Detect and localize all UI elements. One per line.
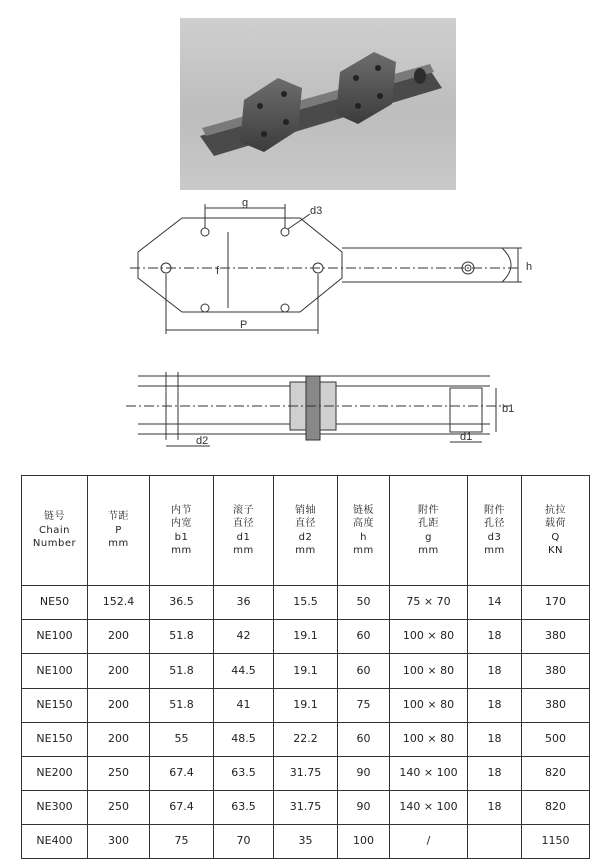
chain-dimension-drawing — [110, 196, 540, 456]
p-label: P — [240, 319, 248, 331]
column-header-line: mm — [295, 545, 316, 557]
table-cell: 48.5 — [214, 722, 274, 756]
column-header-line: 载荷 — [545, 518, 566, 530]
column-header — [88, 476, 150, 586]
column-header-line: 链板 — [353, 504, 374, 516]
table-cell: 140 × 100 — [390, 790, 468, 824]
chain-link-bar — [342, 248, 511, 282]
column-header-line: 节距 — [108, 511, 129, 523]
table-cell: 75 × 70 — [390, 586, 468, 620]
table-cell: 18 — [468, 790, 522, 824]
column-header-line: d3 — [487, 531, 502, 543]
table-cell: 19.1 — [274, 620, 338, 654]
spec-table-body — [22, 476, 590, 859]
column-header-line: 孔距 — [418, 518, 439, 530]
column-header-line: 抗拉 — [545, 504, 566, 516]
spec-table — [21, 475, 590, 859]
table-cell: 200 — [88, 722, 150, 756]
table-cell: 51.8 — [150, 688, 214, 722]
column-header-line: 销轴 — [295, 504, 316, 516]
technical-drawing — [110, 196, 540, 456]
column-header-line: 直径 — [295, 518, 316, 530]
table-cell: / — [390, 824, 468, 858]
table-row — [22, 790, 590, 824]
column-header — [214, 476, 274, 586]
column-header-line: d1 — [236, 531, 251, 543]
column-header-line: 附件 — [484, 504, 505, 516]
table-cell: 200 — [88, 620, 150, 654]
table-cell: 100 — [338, 824, 390, 858]
table-row — [22, 654, 590, 688]
table-cell: 19.1 — [274, 688, 338, 722]
table-cell: 22.2 — [274, 722, 338, 756]
table-cell: 90 — [338, 756, 390, 790]
table-cell: 18 — [468, 620, 522, 654]
d3-label: d3 — [310, 205, 323, 217]
table-cell: 60 — [338, 722, 390, 756]
table-cell: 380 — [522, 654, 590, 688]
table-cell: 18 — [468, 654, 522, 688]
column-header-line: Chain — [38, 524, 71, 536]
table-cell: 63.5 — [214, 756, 274, 790]
table-cell: 55 — [150, 722, 214, 756]
column-header-line: 直径 — [233, 518, 254, 530]
table-cell: 51.8 — [150, 654, 214, 688]
table-cell: 18 — [468, 722, 522, 756]
g-label: g — [242, 197, 249, 209]
column-header — [22, 476, 88, 586]
column-header — [338, 476, 390, 586]
table-cell: 300 — [88, 824, 150, 858]
table-cell: 250 — [88, 756, 150, 790]
table-cell: 60 — [338, 654, 390, 688]
column-header-line: P — [115, 524, 122, 536]
table-cell: 50 — [338, 586, 390, 620]
column-header-line: 附件 — [418, 504, 439, 516]
column-header-line: Number — [32, 538, 77, 550]
column-header — [274, 476, 338, 586]
table-row — [22, 722, 590, 756]
column-header — [150, 476, 214, 586]
table-cell: 820 — [522, 790, 590, 824]
table-cell: 31.75 — [274, 756, 338, 790]
column-header-line: g — [425, 531, 432, 543]
table-cell: 170 — [522, 586, 590, 620]
table-row — [22, 586, 590, 620]
table-cell: 60 — [338, 620, 390, 654]
d1-label: d1 — [460, 431, 473, 443]
table-cell: 75 — [338, 688, 390, 722]
table-cell: 44.5 — [214, 654, 274, 688]
table-cell: 63.5 — [214, 790, 274, 824]
table-cell: NE200 — [22, 756, 88, 790]
table-cell: 100 × 80 — [390, 620, 468, 654]
table-cell: 67.4 — [150, 756, 214, 790]
table-cell: NE300 — [22, 790, 88, 824]
table-cell: 36 — [214, 586, 274, 620]
table-row — [22, 688, 590, 722]
h-label: h — [526, 261, 533, 273]
table-cell: 100 × 80 — [390, 688, 468, 722]
table-cell: 19.1 — [274, 654, 338, 688]
table-row — [22, 824, 590, 858]
table-cell: 67.4 — [150, 790, 214, 824]
table-cell: 820 — [522, 756, 590, 790]
column-header-line: 滚子 — [233, 504, 254, 516]
column-header — [522, 476, 590, 586]
column-header-line: mm — [418, 545, 439, 557]
table-cell: 500 — [522, 722, 590, 756]
table-cell: NE100 — [22, 620, 88, 654]
table-row — [22, 756, 590, 790]
chain-photo-graphic — [180, 18, 456, 190]
attachment-plate — [138, 218, 342, 312]
table-cell: 200 — [88, 688, 150, 722]
column-header-line: Q — [551, 531, 560, 543]
column-header-line: mm — [484, 545, 505, 557]
table-header-row — [22, 476, 590, 586]
table-cell: 18 — [468, 688, 522, 722]
table-cell: 51.8 — [150, 620, 214, 654]
column-header-line: mm — [171, 545, 192, 557]
table-cell: 380 — [522, 688, 590, 722]
table-cell: 42 — [214, 620, 274, 654]
column-header-line: b1 — [174, 531, 189, 543]
column-header-line: d2 — [298, 531, 313, 543]
column-header-line: mm — [233, 545, 254, 557]
table-cell: 36.5 — [150, 586, 214, 620]
table-cell: 152.4 — [88, 586, 150, 620]
table-cell — [468, 824, 522, 858]
table-cell: 35 — [274, 824, 338, 858]
column-header-line: 内宽 — [171, 518, 192, 530]
table-cell: NE150 — [22, 722, 88, 756]
table-cell: 140 × 100 — [390, 756, 468, 790]
table-cell: NE400 — [22, 824, 88, 858]
table-cell: 200 — [88, 654, 150, 688]
table-cell: 14 — [468, 586, 522, 620]
table-cell: 75 — [150, 824, 214, 858]
table-cell: 70 — [214, 824, 274, 858]
table-cell: 18 — [468, 756, 522, 790]
f-label: f — [216, 265, 220, 277]
column-header-line: 高度 — [353, 518, 374, 530]
table-cell: 380 — [522, 620, 590, 654]
column-header-line: KN — [547, 545, 564, 557]
table-cell: NE150 — [22, 688, 88, 722]
table-cell: 90 — [338, 790, 390, 824]
column-header — [468, 476, 522, 586]
table-cell: 1150 — [522, 824, 590, 858]
b1-label: b1 — [502, 403, 515, 415]
table-cell: 31.75 — [274, 790, 338, 824]
table-cell: 250 — [88, 790, 150, 824]
chain-photo — [180, 18, 456, 190]
column-header-line: mm — [108, 538, 129, 550]
table-cell: 100 × 80 — [390, 722, 468, 756]
column-header-line: 孔径 — [484, 518, 505, 530]
column-header — [390, 476, 468, 586]
table-cell: 100 × 80 — [390, 654, 468, 688]
column-header-line: 内节 — [171, 504, 192, 516]
column-header-line: mm — [353, 545, 374, 557]
table-cell: NE50 — [22, 586, 88, 620]
table-cell: 41 — [214, 688, 274, 722]
table-row — [22, 620, 590, 654]
d2-label: d2 — [196, 435, 209, 447]
column-header-line: h — [360, 531, 367, 543]
column-header-line: 链号 — [44, 511, 65, 523]
table-cell: 15.5 — [274, 586, 338, 620]
table-cell: NE100 — [22, 654, 88, 688]
